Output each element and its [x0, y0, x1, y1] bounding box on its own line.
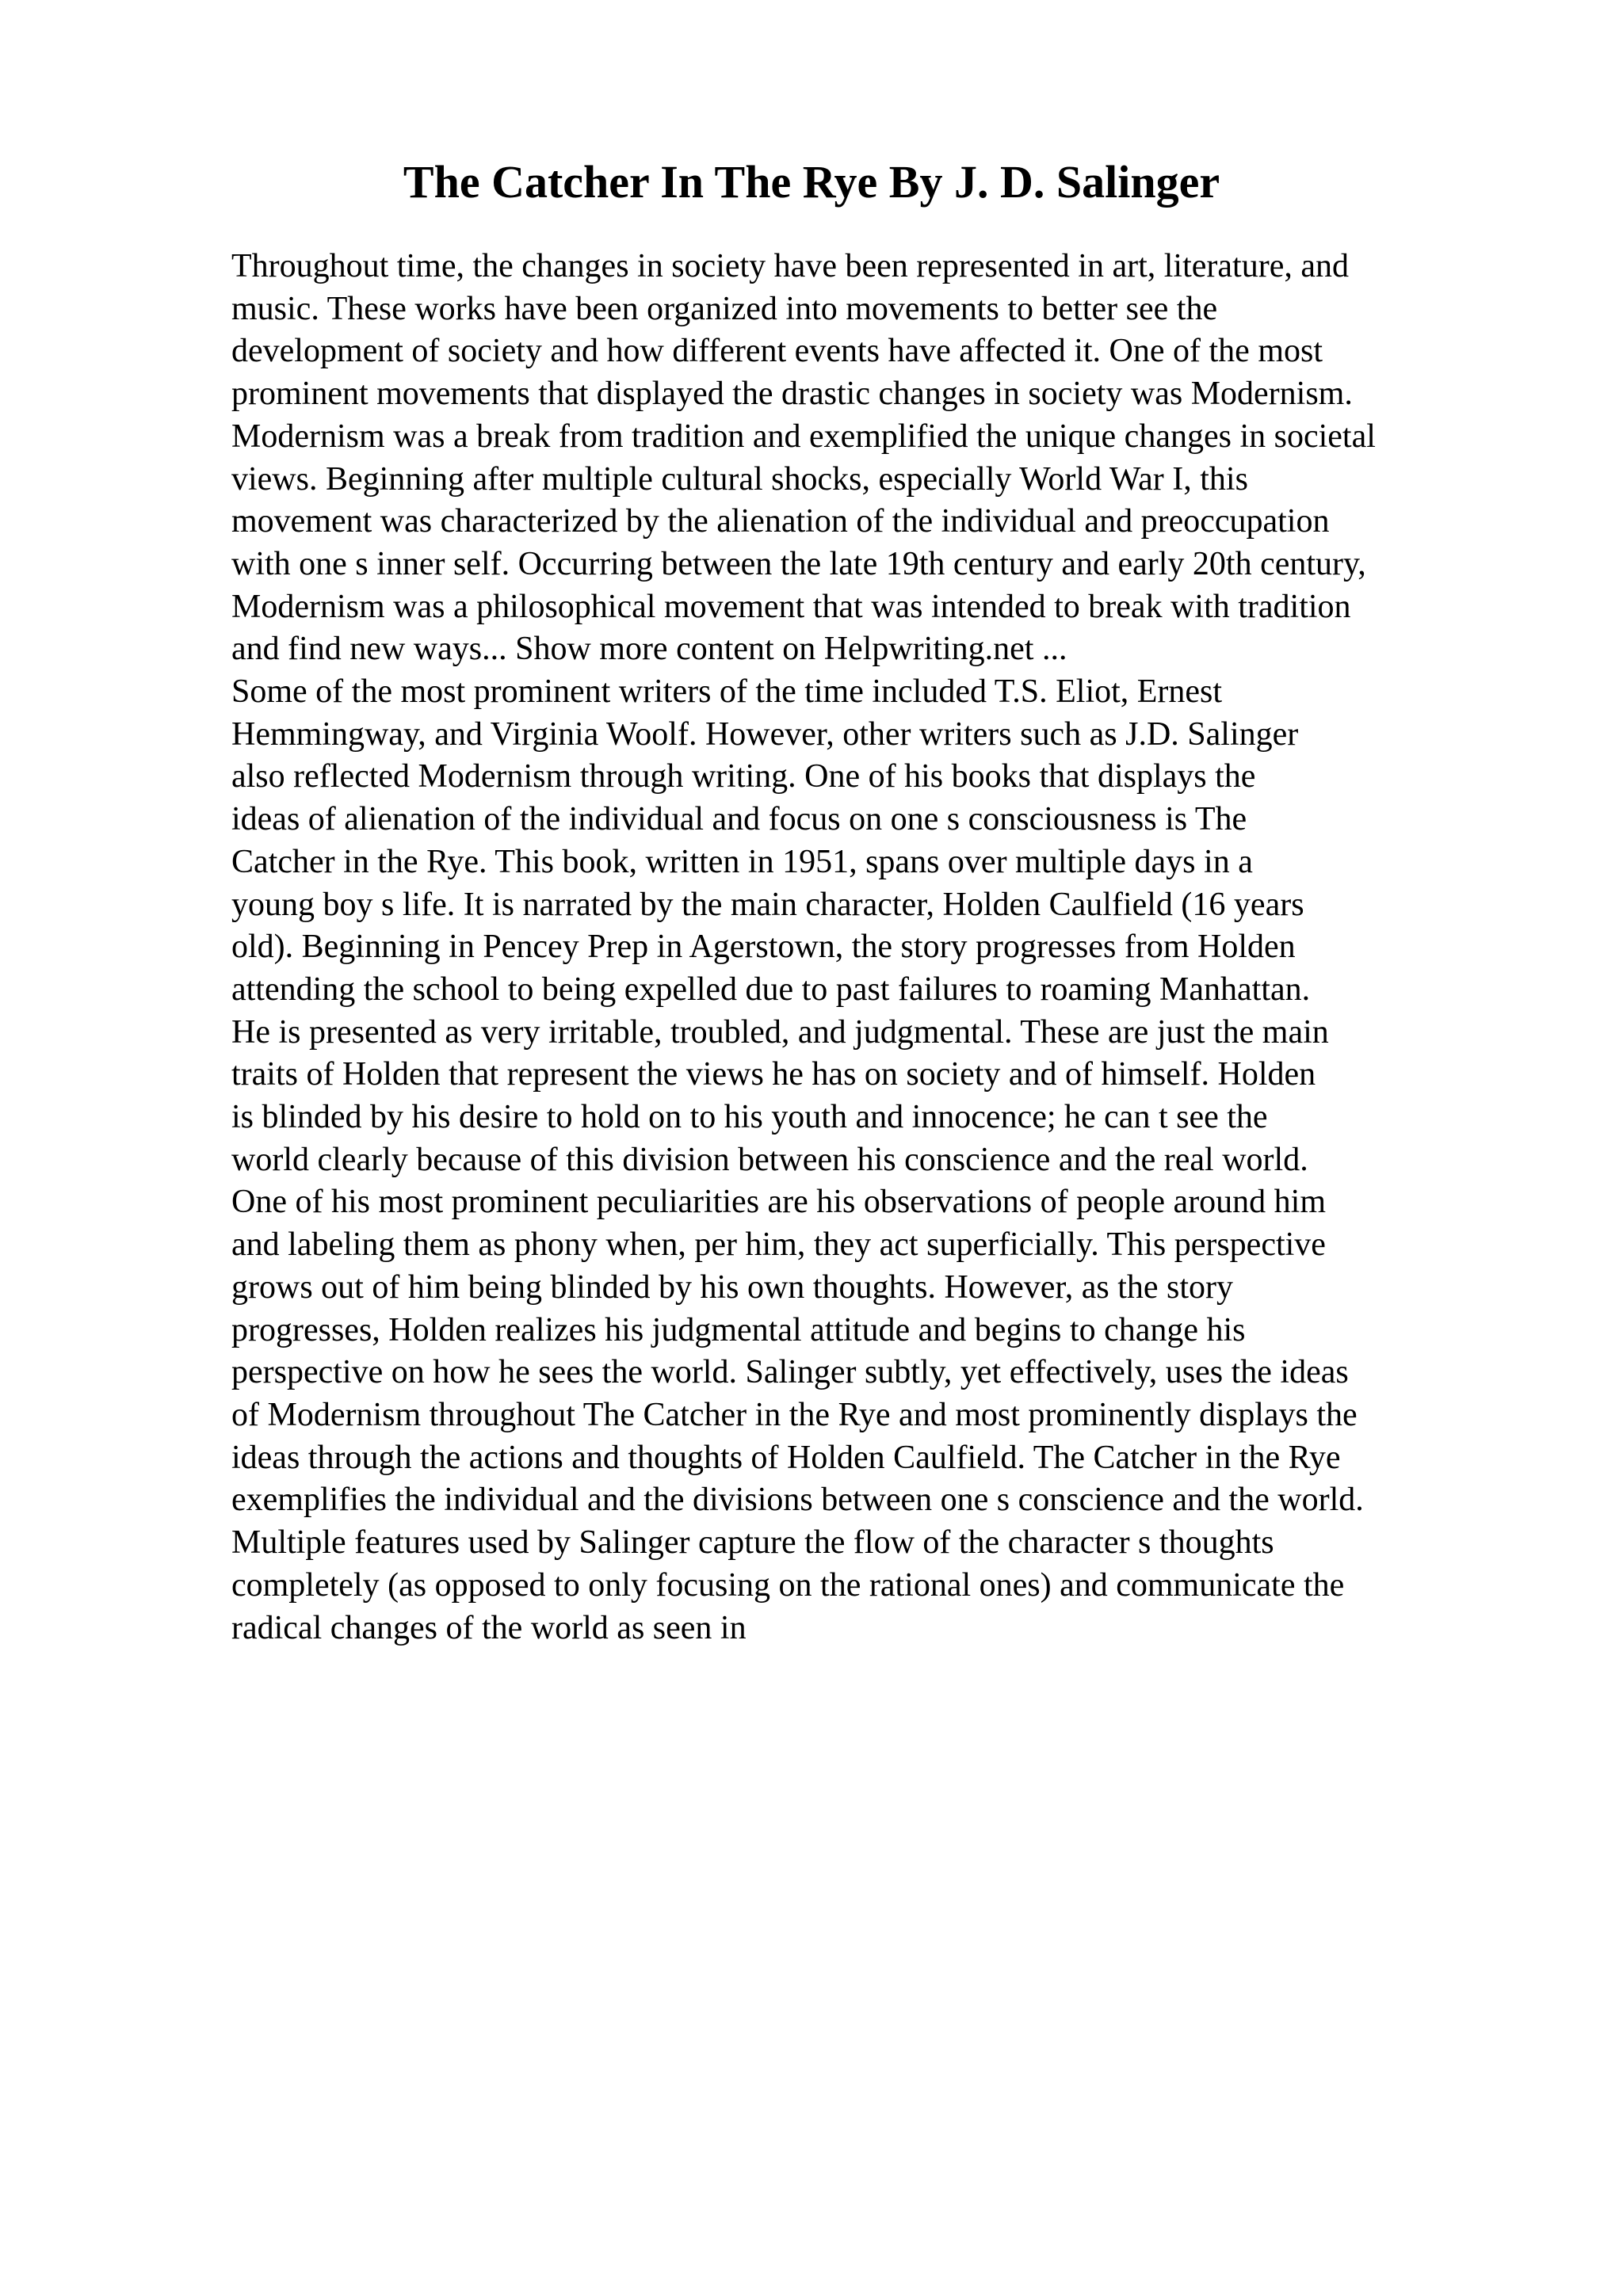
text-line: old). Beginning in Pencey Prep in Agerstown, the story progresses from Holden — [231, 929, 1296, 966]
text-line: One of his most prominent peculiarities are his observations of people around him — [231, 1184, 1327, 1221]
text-line: exemplifies the individual and the divisions between one s conscience and the world. — [231, 1482, 1364, 1519]
text-line: movement was characterized by the alienation of the individual and preoccupation — [231, 503, 1330, 540]
document-body — [231, 246, 1594, 1650]
text-line: traits of Holden that represent the views he has on society and of himself. Holden — [231, 1056, 1316, 1093]
text-line: Modernism was a philosophical movement that was intended to break with tradition — [231, 588, 1351, 625]
text-line: ideas through the actions and thoughts of Holden Caulfield. The Catcher in the Rye — [231, 1439, 1341, 1476]
text-line: with one s inner self. Occurring between the late 19th century and early 20th century, — [231, 545, 1366, 582]
text-line: world clearly because of this division between his conscience and the real world. — [231, 1141, 1308, 1178]
text-line: grows out of him being blinded by his own thoughts. However, as the story — [231, 1268, 1234, 1306]
text-line: Throughout time, the changes in society have been represented in art, literature, and — [231, 248, 1349, 284]
text-line: and labeling them as phony when, per him, they act superficially. This perspective — [231, 1226, 1326, 1264]
text-line: Multiple features used by Salinger capture the flow of the character s thoughts — [231, 1524, 1274, 1562]
text-line: young boy s life. It is narrated by the main character, Holden Caulfield (16 years — [231, 886, 1304, 923]
text-line: completely (as opposed to only focusing on the rational ones) and communicate the — [231, 1566, 1345, 1604]
text-line: music. These works have been organized into movements to better see the — [231, 290, 1218, 327]
text-line: progresses, Holden realizes his judgmental attitude and begins to change his — [231, 1311, 1246, 1348]
text-line: Hemmingway, and Virginia Woolf. However, other writers such as J.D. Salinger — [231, 715, 1299, 753]
text-line: attending the school to being expelled due to past failures to roaming Manhattan. — [231, 971, 1311, 1008]
text-line: Some of the most prominent writers of the time included T.S. Eliot, Ernest — [231, 673, 1223, 711]
text-line: perspective on how he sees the world. Salinger subtly, yet effectively, uses the ideas — [231, 1354, 1349, 1391]
text-line: and find new ways... Show more content on Helpwriting.net ... — [231, 631, 1067, 668]
text-line: He is presented as very irritable, troubled, and judgmental. These are just the main — [231, 1013, 1329, 1051]
text-line: ideas of alienation of the individual and focus on one s consciousness is The — [231, 801, 1247, 838]
text-line: development of society and how different events have affected it. One of the most — [231, 333, 1323, 370]
text-line: of Modernism throughout The Catcher in the Rye and most prominently displays the — [231, 1396, 1358, 1433]
text-line: is blinded by his desire to hold on to his youth and innocence; he can t see the — [231, 1099, 1268, 1136]
text-line: Catcher in the Rye. This book, written in 1951, spans over multiple days in a — [231, 843, 1253, 880]
text-line: views. Beginning after multiple cultural shocks, especially World War I, this — [231, 460, 1248, 498]
text-line: also reflected Modernism through writing. One of his books that displays the — [231, 758, 1256, 795]
text-line: Modernism was a break from tradition and exemplified the unique changes in societal — [231, 418, 1376, 455]
document-title: The Catcher In The Rye By J. D. Salinger — [403, 156, 1220, 208]
text-line: radical changes of the world as seen in — [231, 1609, 747, 1646]
text-line: prominent movements that displayed the drastic changes in society was Modernism. — [231, 376, 1353, 413]
